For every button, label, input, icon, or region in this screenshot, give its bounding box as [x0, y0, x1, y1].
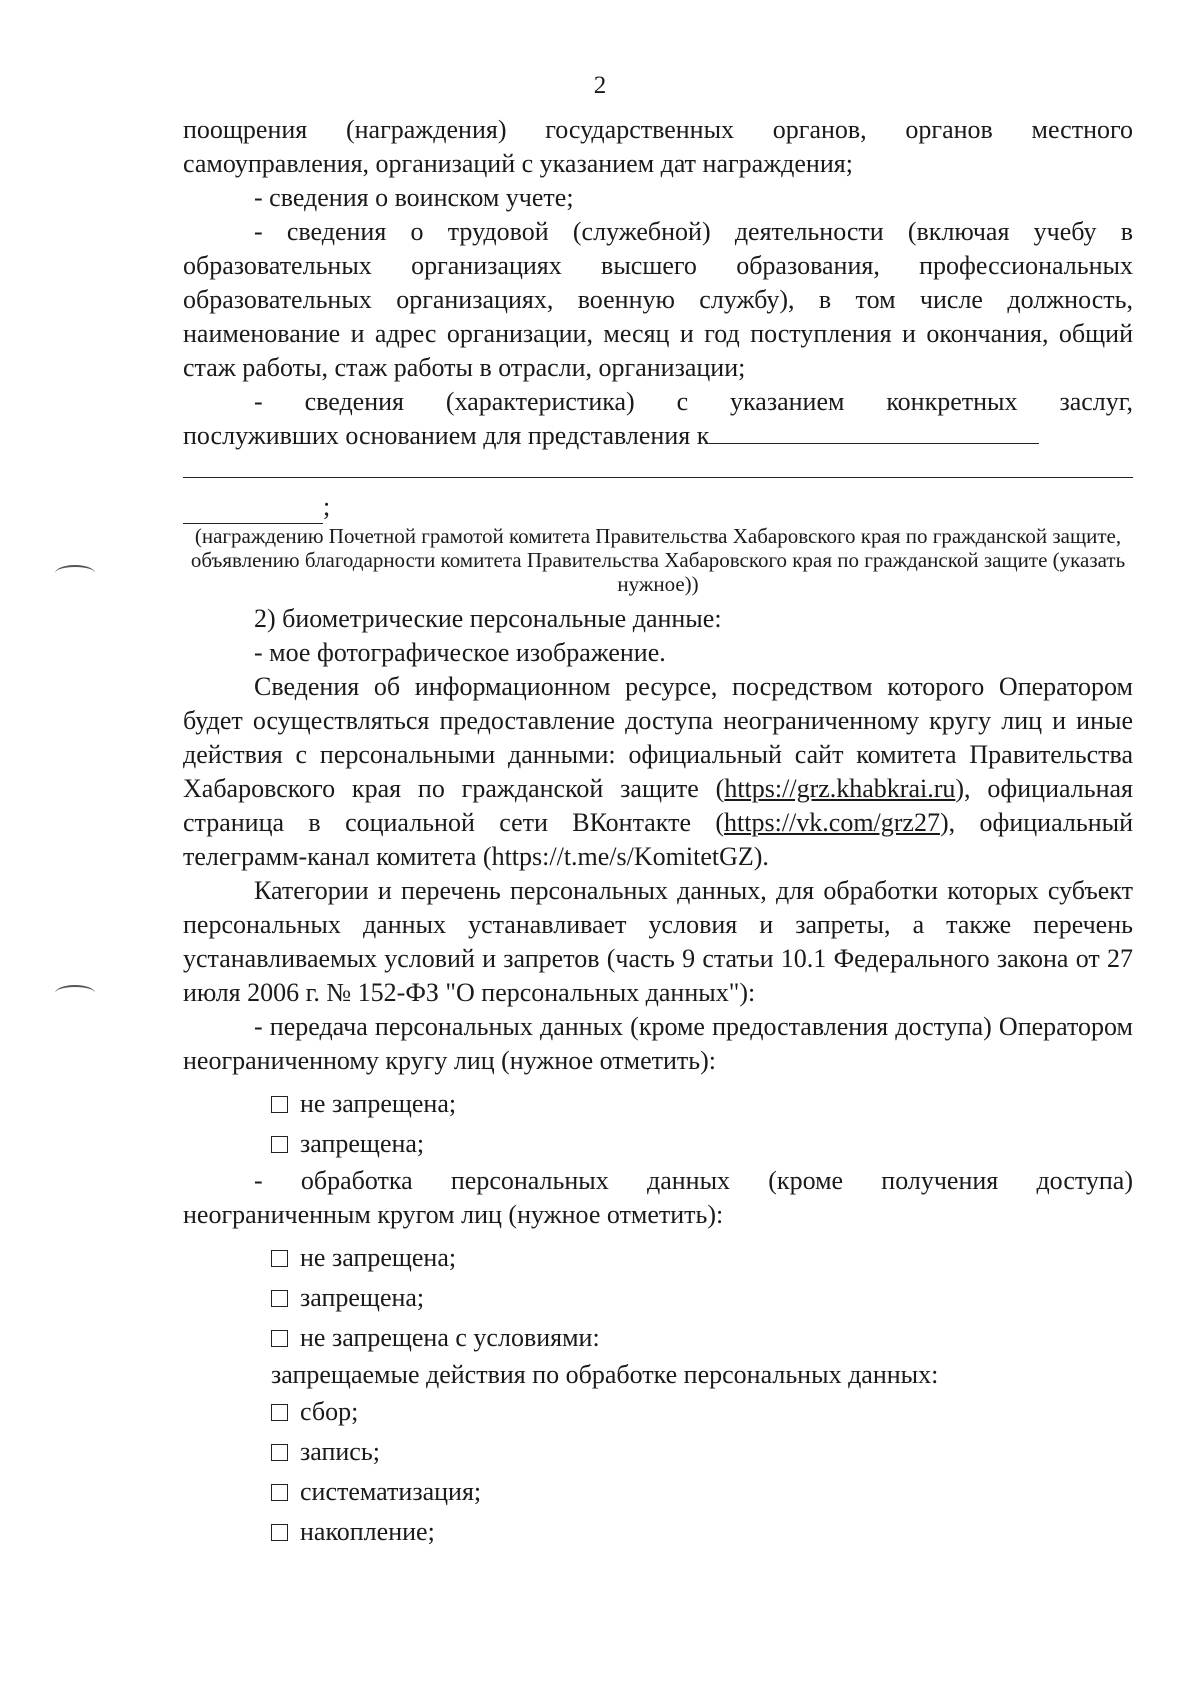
scan-mark: [55, 565, 95, 581]
blank-line[interactable]: [183, 505, 323, 524]
checkbox-label: запрещена;: [300, 1283, 425, 1312]
paragraph: запрещаемые действия по обработке персональных данных:: [271, 1360, 939, 1389]
checkbox-icon[interactable]: [271, 1404, 288, 1421]
checkbox-icon[interactable]: [271, 1444, 288, 1461]
checkbox-list: [271, 1084, 1133, 1164]
blank-row: [183, 492, 1133, 524]
checkbox-icon[interactable]: [271, 1484, 288, 1501]
checkbox-icon[interactable]: [271, 1136, 288, 1153]
paragraph-text: Сведения об информационном ресурсе, посредством которого Оператором будет осуществляться предоставление доступа неограниченному кругу лиц и иные действия с персональными данными: официальный сайт комитета Правительства Хабаровского края по гражданской защите (: [183, 672, 1133, 803]
paragraph: - передача персональных данных (кроме предоставления доступа) Оператором неограниченному кругу лиц (нужное отметить):: [183, 1012, 1133, 1075]
paragraph: - обработка персональных данных (кроме получения доступа) неограниченным кругом лиц (нужное отметить):: [183, 1166, 1133, 1229]
paragraph-text: ), официальная страница в социальной сети ВКонтакте (: [183, 774, 1134, 837]
checkbox-prohibited[interactable]: [271, 1124, 1133, 1164]
paragraph: - сведения о воинском учете;: [254, 183, 574, 212]
checkbox-label: не запрещена с условиями:: [300, 1323, 600, 1352]
checkbox-list: [271, 1392, 1133, 1552]
paragraph: - сведения (характеристика) с указанием конкретных заслуг,: [254, 387, 1133, 416]
paragraph: - сведения о трудовой (служебной) деятельности (включая учебу в образовательных организациях высшего образования, профессиональных образовательных организациях, военную службу), в том числе должность, наименование и адрес организации, месяц и год поступления и окончания, общий стаж работы, стаж работы в отрасли, организации;: [183, 217, 1133, 382]
checkbox-list: [271, 1238, 1133, 1358]
checkbox-icon[interactable]: [271, 1524, 288, 1541]
checkbox-label: не запрещена;: [300, 1089, 457, 1118]
checkbox-systematization[interactable]: [271, 1472, 1133, 1512]
checkbox-accumulation[interactable]: [271, 1512, 1133, 1552]
checkbox-label: систематизация;: [300, 1477, 482, 1506]
paragraph-text: послуживших основанием для представления к: [183, 421, 710, 450]
checkbox-not-prohibited[interactable]: [271, 1238, 1133, 1278]
checkbox-with-conditions[interactable]: [271, 1318, 1133, 1358]
checkbox-icon[interactable]: [271, 1250, 288, 1267]
checkbox-label: накопление;: [300, 1517, 435, 1546]
paragraph: - мое фотографическое изображение.: [254, 638, 666, 667]
checkbox-label: не запрещена;: [300, 1243, 457, 1272]
paragraph: поощрения (награждения) государственных органов, органов местного самоуправления, организаций с указанием дат награждения;: [183, 115, 1133, 178]
paragraph: [183, 419, 1133, 453]
blank-line[interactable]: [183, 461, 1133, 478]
vk-link[interactable]: https://vk.com/grz27: [724, 808, 940, 837]
paragraph: 2) биометрические персональные данные:: [254, 604, 722, 633]
paragraph: Категории и перечень персональных данных, для обработки которых субъект персональных данных устанавливает условия и запреты, а также перечень устанавливаемых условий и запретов (часть 9 статьи 10.1 Федерального закона от 27 июля 2006 г. № 152-ФЗ "О персональных данных"):: [183, 876, 1133, 1007]
checkbox-icon[interactable]: [271, 1096, 288, 1113]
checkbox-label: запрещена;: [300, 1129, 425, 1158]
checkbox-not-prohibited[interactable]: [271, 1084, 1133, 1124]
field-caption: (награждению Почетной грамотой комитета Правительства Хабаровского края по гражданской защите, объявлению благодарности комитета Правительства Хабаровского края по гражданской защите (указать нужное)): [190, 524, 1126, 596]
semicolon: ;: [323, 492, 331, 521]
page-number: 2: [593, 72, 607, 99]
document-body: [183, 113, 1133, 1552]
scan-mark: [55, 985, 95, 1001]
checkbox-icon[interactable]: [271, 1290, 288, 1307]
checkbox-icon[interactable]: [271, 1330, 288, 1347]
checkbox-recording[interactable]: [271, 1432, 1133, 1472]
checkbox-label: запись;: [300, 1437, 380, 1466]
blank-line[interactable]: [709, 423, 1039, 444]
site-link[interactable]: https://grz.khabkrai.ru: [724, 774, 956, 803]
checkbox-prohibited[interactable]: [271, 1278, 1133, 1318]
checkbox-label: сбор;: [300, 1397, 359, 1426]
paragraph-text: ), официальный телеграмм-канал комитета (https://t.me/s/KomitetGZ).: [183, 808, 1133, 871]
checkbox-collection[interactable]: [271, 1392, 1133, 1432]
paragraph: [183, 670, 1133, 874]
